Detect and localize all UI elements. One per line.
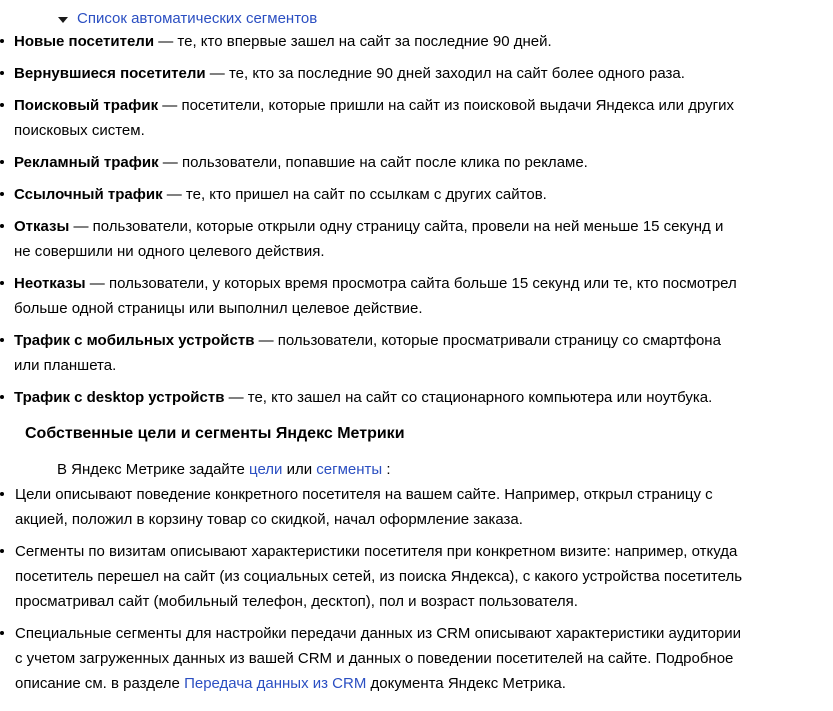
own-goals-list	[0, 482, 833, 696]
segment-item	[0, 328, 744, 378]
segment-description: — те, кто пришел на сайт по ссылкам с других сайтов.	[162, 186, 547, 203]
segment-item	[0, 93, 744, 143]
segments-link[interactable]: сегменты	[316, 461, 383, 478]
goals-link[interactable]: цели	[249, 461, 283, 478]
intro-text-middle: или	[282, 461, 317, 478]
triangle-down-icon[interactable]	[58, 17, 68, 23]
segment-term: Трафик с мобильных устройств	[14, 332, 255, 349]
segment-description: — те, кто за последние 90 дней заходил на сайт более одного раза.	[205, 65, 685, 82]
segment-description: — те, кто зашел на сайт со стационарного компьютера или ноутбука.	[224, 389, 713, 406]
segment-description: — пользователи, которые просматривали страницу со смартфона или планшета.	[14, 332, 721, 374]
item-text-before: Специальные сегменты для настройки передачи данных из CRM описывают характеристики аудитории с учетом загруженных данных из вашей CRM и данных о поведении посетителей на сайте. Подробное описание см. в разделе	[15, 625, 741, 692]
item-text: Сегменты по визитам описывают характеристики посетителя при конкретном визите: например, откуда посетитель перешел на сайт (из социальных сетей, из поиска Яндекса), с какого устройства посетитель просматривал сайт (мобильный телефон, десктоп), пол и возраст пользователя.	[15, 543, 743, 610]
segment-item	[0, 271, 744, 321]
intro-text-prefix: В Яндекс Метрике задайте	[57, 461, 250, 478]
segment-description: — пользователи, попавшие на сайт после клика по рекламе.	[158, 154, 588, 171]
own-goals-section-heading: Собственные цели и сегменты Яндекс Метрики	[25, 425, 405, 442]
segment-term: Отказы	[14, 218, 70, 235]
segment-description: — пользователи, у которых время просмотра сайта больше 15 секунд или те, кто посмотрел больше одной страницы или выполнил целевое действие.	[14, 275, 737, 317]
list-item-goals	[0, 482, 752, 532]
item-text: Цели описывают поведение конкретного посетителя на вашем сайте. Например, открыл страницу с акцией, положил в корзину товар со скидкой, начал оформление заказа.	[15, 486, 713, 528]
auto-segments-list	[0, 29, 833, 410]
segment-term: Трафик с desktop устройств	[14, 389, 225, 406]
auto-segments-section-header[interactable]	[58, 9, 833, 29]
crm-data-transfer-link[interactable]: Передача данных из CRM	[184, 675, 367, 692]
intro-paragraph	[57, 457, 833, 482]
intro-text-suffix: :	[382, 461, 391, 478]
segment-description: — те, кто впервые зашел на сайт за последние 90 дней.	[154, 33, 552, 50]
segment-item	[0, 214, 744, 264]
segment-term: Ссылочный трафик	[14, 186, 163, 203]
segment-term: Вернувшиеся посетители	[14, 65, 206, 82]
segment-item	[0, 29, 744, 54]
list-item-crm-segments	[0, 621, 752, 696]
segment-item	[0, 150, 744, 175]
segment-description: — пользователи, которые открыли одну страницу сайта, провели на ней меньше 15 секунд и не совершили ни одного целевого действия.	[14, 218, 724, 260]
segment-term: Неотказы	[14, 275, 86, 292]
list-item-visit-segments	[0, 539, 752, 614]
segment-description: — посетители, которые пришли на сайт из поисковой выдачи Яндекса или других поисковых систем.	[14, 97, 734, 139]
segment-term: Рекламный трафик	[14, 154, 159, 171]
segment-term: Поисковый трафик	[14, 97, 159, 114]
segment-term: Новые посетители	[14, 33, 155, 50]
segment-item	[0, 182, 744, 207]
segment-item	[0, 385, 744, 410]
auto-segments-toggle-link[interactable]: Список автоматических сегментов	[77, 10, 318, 27]
segment-item	[0, 61, 744, 86]
item-text-after: документа Яндекс Метрика.	[366, 675, 566, 692]
